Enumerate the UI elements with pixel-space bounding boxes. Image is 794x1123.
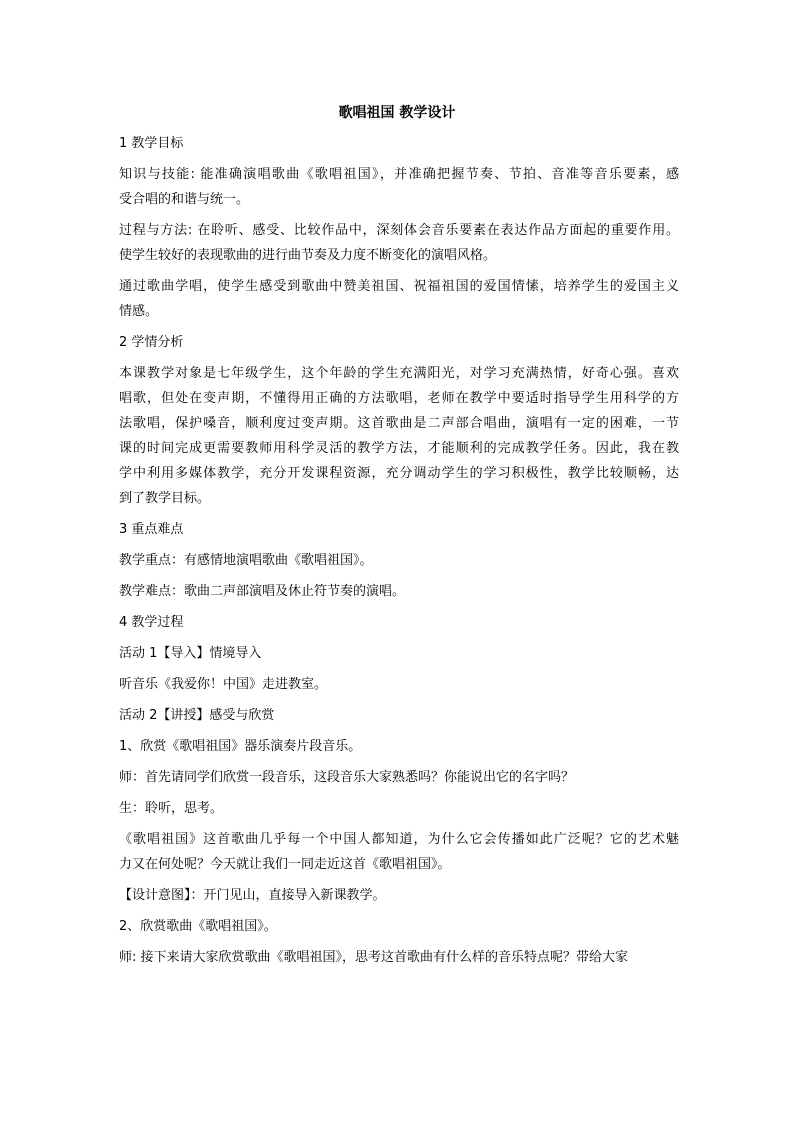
section-heading-goals: 1 教学目标 [119, 136, 184, 151]
document-title: 歌唱祖国 教学设计 [338, 105, 456, 121]
paragraph-line: 过程与方法: 在聆听、感受、比较作品中，深刻体会音乐要素在表达作品方面起的重要作用。 [119, 223, 679, 238]
section-heading-process: 4 教学过程 [119, 615, 184, 630]
paragraph-knowledge-skills [119, 162, 679, 212]
paragraph-process-method [119, 218, 679, 268]
paragraph-line: 使学生较好的表现歌曲的进行曲节奏及力度不断变化的演唱风格。 [119, 248, 497, 263]
paragraph-line: 学中利用多媒体教学，充分开发课程资源，充分调动学生的学习积极性，教学比较顺畅，达 [119, 466, 679, 481]
paragraph-line: 通过歌曲学唱，使学生感受到歌曲中赞美祖国、祝福祖国的爱国情愫，培养学生的爱国主义 [119, 279, 679, 294]
step-2: 2、欣赏歌曲《歌唱祖国》。 [119, 919, 277, 934]
keypoints-focus: 教学重点：有感情地演唱歌曲《歌唱祖国》。 [119, 553, 373, 568]
paragraph-line: 《歌唱祖国》这首歌曲几乎每一个中国人都知道，为什么它会传播如此广泛呢？它的艺术魅 [119, 832, 679, 847]
paragraph-line: 课的时间完成更需要教师用科学灵活的教学方法，才能顺利的完成教学任务。因此，我在教 [119, 441, 679, 456]
teacher-line-2: 师: 接下来请大家欣赏歌曲《歌唱祖国》，思考这首歌曲有什么样的音乐特点呢？带给大家 [119, 950, 629, 965]
student-line-1: 生：聆听，思考。 [119, 801, 224, 816]
paragraph-line: 知识与技能: 能准确演唱歌曲《歌唱祖国》，并准确把握节奏、节拍、音准等音乐要素，感 [119, 167, 679, 182]
activity-1-heading: 活动 1【导入】情境导入 [119, 646, 262, 661]
document-body [119, 131, 679, 976]
paragraph-analysis [119, 361, 679, 511]
activity-2-heading: 活动 2【讲授】感受与欣赏 [119, 708, 275, 723]
step-1: 1、欣赏《歌唱祖国》器乐演奏片段音乐。 [119, 739, 362, 754]
keypoints-difficulty: 教学难点：歌曲二声部演唱及休止符节奏的演唱。 [119, 584, 406, 599]
section-heading-keypoints: 3 重点难点 [119, 522, 184, 537]
design-intent: 【设计意图】：开门见山，直接导入新课教学。 [119, 888, 386, 903]
paragraph-emotion [119, 274, 679, 324]
paragraph-line: 唱歌，但处在变声期，不懂得用正确的方法歌唱，老师在教学中要适时指导学生用科学的方 [119, 391, 679, 406]
paragraph-line: 力又在何处呢？今天就让我们一同走近这首《歌唱祖国》。 [119, 857, 451, 872]
paragraph-line: 到了教学目标。 [119, 491, 211, 506]
paragraph-line: 情感。 [119, 304, 159, 319]
paragraph-line: 受合唱的和谐与统一。 [119, 192, 250, 207]
teacher-line-1: 师：首先请同学们欣赏一段音乐，这段音乐大家熟悉吗？你能说出它的名字吗？ [119, 770, 575, 785]
paragraph-line: 法歌唱，保护嗓音，顺利度过变声期。这首歌曲是二声部合唱曲，演唱有一定的困难，一节 [119, 416, 679, 431]
paragraph-intro [119, 827, 679, 877]
section-heading-analysis: 2 学情分析 [119, 335, 184, 350]
activity-1-text: 听音乐《我爱你！中国》走进教室。 [119, 677, 328, 692]
paragraph-line: 本课教学对象是七年级学生，这个年龄的学生充满阳光，对学习充满热情，好奇心强。喜欢 [119, 366, 679, 381]
